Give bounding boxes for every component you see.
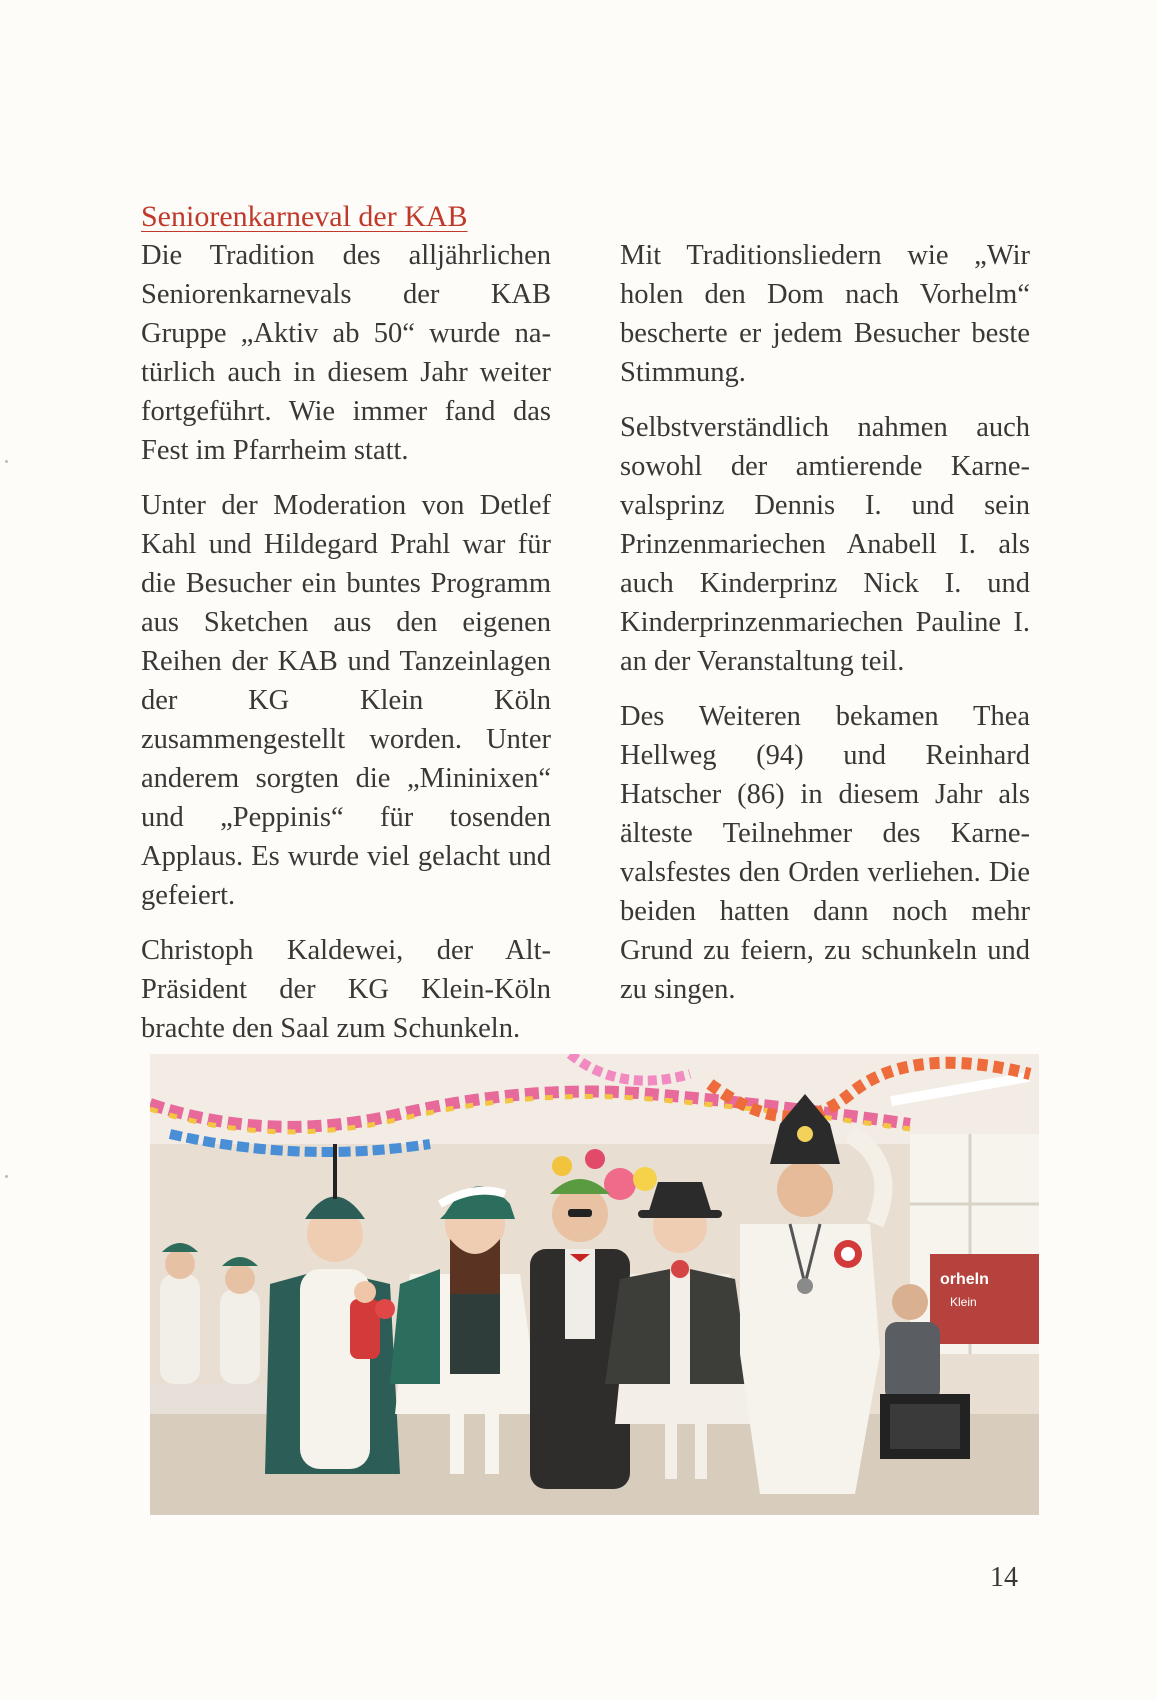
paragraph: Des Weiteren bekamen Thea Hellweg (94) und Reinhard Hatscher (86) in diesem Jahr als älteste Teilnehmer des Karnevalsfestes den Orden verliehen. Die beiden hatten dann noch mehr Grund zu feiern, zu schunkeln und zu singen. [620,701,1030,1005]
scan-speck [5,1175,8,1178]
article-column-right [620,236,1030,1025]
carnival-group-photo [150,1054,1039,1515]
paragraph: Unter der Moderation von Detlef Kahl und Hildegard Prahl war für die Besucher ein buntes Programm aus Sketchen aus den eigenen Reihen der KAB und Tanzeinlagen der KG Klein Köln zusammengestellt worden. Unter anderem sorgten die „Mininixen“ und „Peppinis“ für tosenden Applaus. Es wurde viel gelacht und gefeiert. [141,490,551,911]
article-title: Seniorenkarneval der KAB [141,200,468,233]
paragraph: Christoph Kaldewei, der Alt-Präsident der KG Klein-Köln brachte den Saal zum Schunkeln. [141,935,551,1044]
paragraph: Selbstverständlich nahmen auch sowohl der amtierende Karnevalsprinz Dennis I. und sein Prinzenmariechen Anabell I. als auch Kinderprinz Nick I. und Kinderprinzenmariechen Pauline I. an der Veranstaltung teil. [620,412,1030,677]
scan-speck [5,460,8,463]
paragraph: Die Tradition des alljährlichen Seniorenkarnevals der KAB Gruppe „Aktiv ab 50“ wurde natürlich auch in diesem Jahr weiter fortgeführt. Wie immer fand das Fest im Pfarrheim statt. [141,240,551,466]
page-number: 14 [990,1562,1018,1593]
paragraph: Mit Traditionsliedern wie „Wir holen den Dom nach Vorhelm“ bescherte er jedem Besucher beste Stimmung. [620,240,1030,388]
article-column-left [141,198,551,1064]
sign-text: orheln [940,1271,989,1288]
photo-illustration [150,1054,1039,1515]
sign-text: Klein [950,1295,977,1309]
